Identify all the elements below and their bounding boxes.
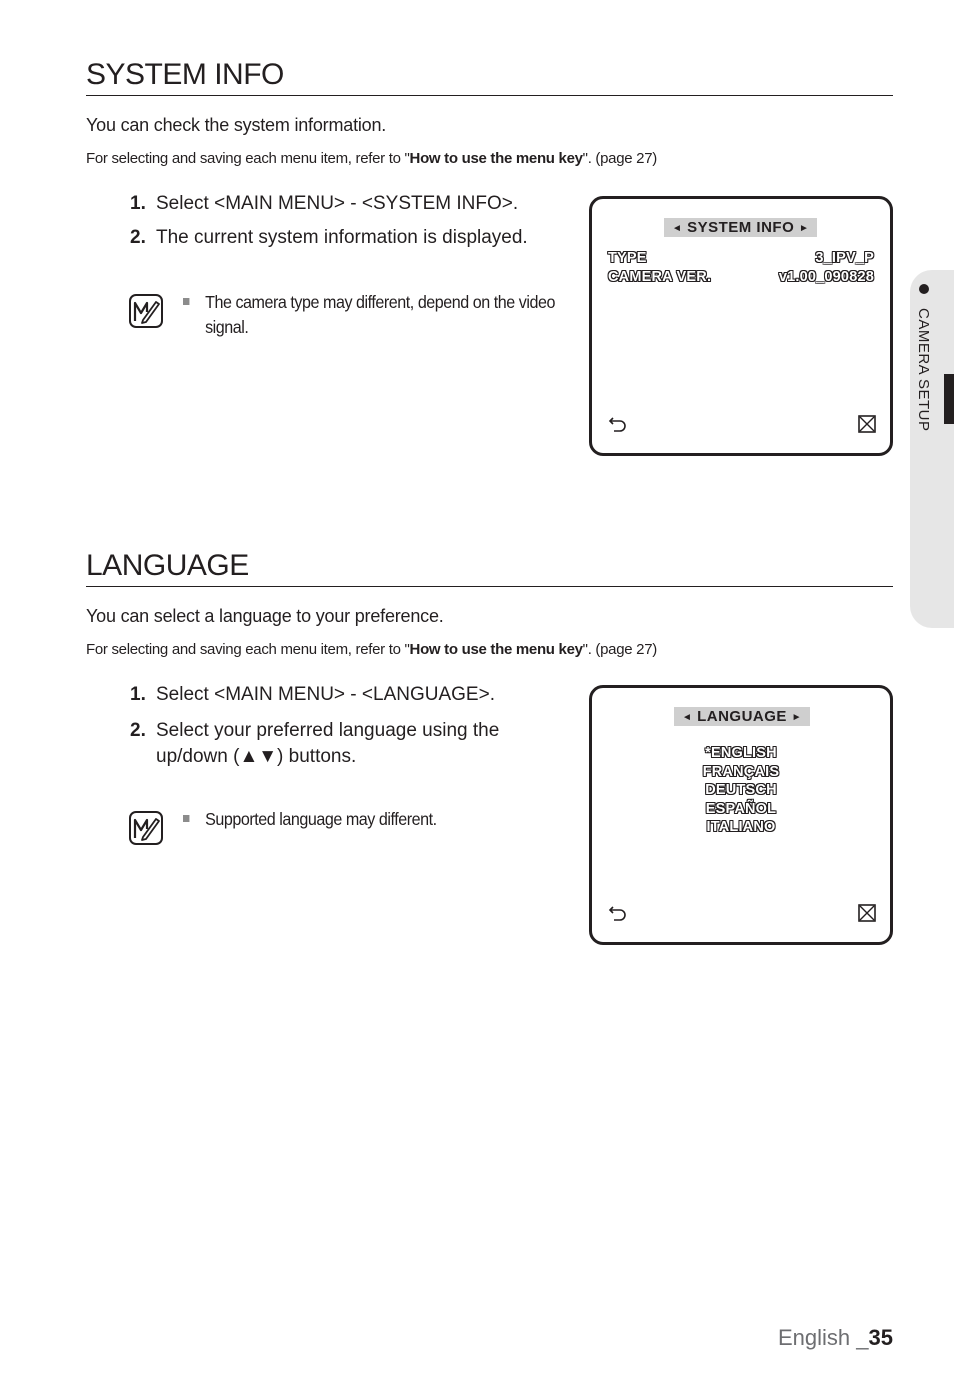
language-option-francais[interactable]: FRANÇAIS (702, 763, 780, 780)
side-tab-label: CAMERA SETUP (915, 308, 932, 432)
section-divider (86, 95, 893, 96)
return-arrow-icon[interactable] (608, 414, 628, 439)
chapter-side-tab (910, 270, 954, 628)
language-option-espanol[interactable]: ESPAÑOL (705, 800, 777, 817)
note-pencil-icon (129, 811, 163, 845)
menu-key-reference: For selecting and saving each menu item, refer to "How to use the menu key". (page 27) (86, 641, 657, 658)
step-1: 1. Select <MAIN MENU> - <SYSTEM INFO>. (130, 193, 519, 214)
return-arrow-icon[interactable] (608, 903, 628, 928)
note-text: Supported language may different. (183, 807, 569, 832)
osd-camera-ver-label: CAMERA VER. (608, 269, 712, 285)
osd-title: ◄ SYSTEM INFO ► (664, 218, 817, 237)
osd-screen-system-info (589, 196, 893, 456)
close-box-icon[interactable] (858, 415, 876, 438)
note-text: The camera type may different, depend on the video signal. (183, 290, 569, 340)
osd-title: ◄ LANGUAGE ► (674, 707, 810, 726)
osd-type-value: 3_IPV_P (815, 250, 874, 266)
osd-camera-ver-value: v1.00_090828 (778, 269, 874, 285)
note-pencil-icon (129, 294, 163, 328)
section-title-system-info: SYSTEM INFO (86, 58, 284, 91)
osd-type-label: TYPE (608, 250, 647, 266)
section-intro: You can check the system information. (86, 115, 387, 135)
osd-screen-language (589, 685, 893, 945)
section-intro: You can select a language to your preference. (86, 606, 444, 626)
close-box-icon[interactable] (858, 904, 876, 927)
language-option-deutsch[interactable]: DEUTSCH (705, 782, 777, 798)
page-footer: English _35 (778, 1325, 893, 1350)
bullet (183, 298, 189, 305)
section-title-language: LANGUAGE (86, 549, 249, 582)
step-2: 2. Select your preferred language using the up/down (▲▼) buttons. (130, 720, 500, 767)
language-option-italiano[interactable]: ITALIANO (706, 819, 776, 835)
section-divider (86, 586, 893, 587)
menu-key-reference: For selecting and saving each menu item, refer to "How to use the menu key". (page 27) (86, 150, 657, 167)
language-option-english[interactable]: *ENGLISH (705, 745, 777, 761)
bullet-dot-icon (919, 284, 929, 294)
tab-marker (944, 374, 954, 424)
bullet (183, 815, 189, 822)
step-2: 2. The current system information is displayed. (130, 227, 528, 248)
language-list (592, 744, 890, 837)
step-1: 1. Select <MAIN MENU> - <LANGUAGE>. (130, 684, 495, 705)
